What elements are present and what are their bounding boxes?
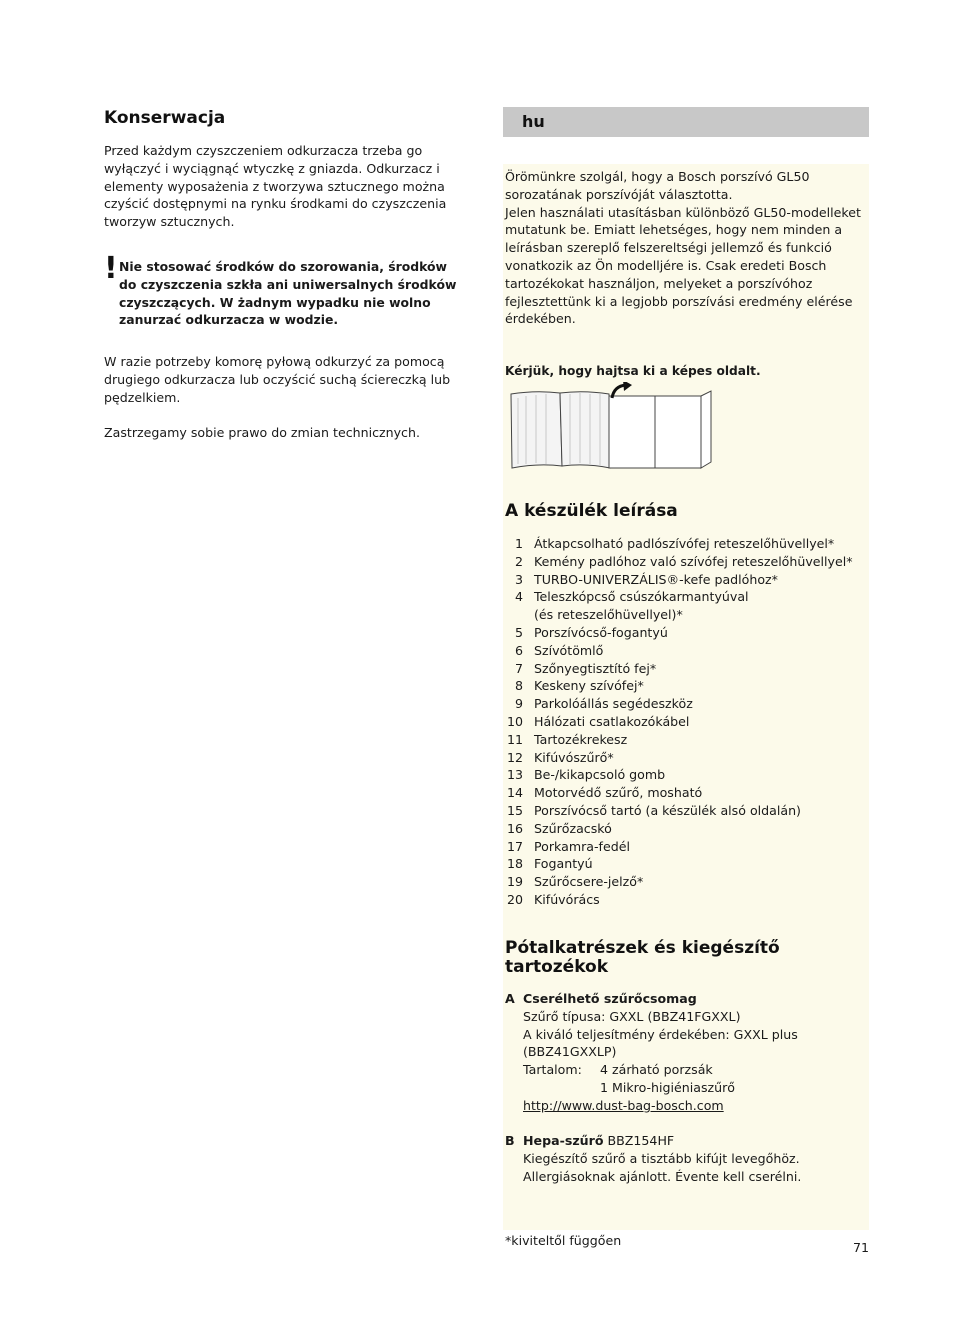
warning-block [104, 250, 464, 329]
warning-exclamation-icon: ! [104, 250, 118, 286]
fold-out-note: Kérjük, hogy hajtsa ki a képes oldalt. [505, 364, 761, 378]
parts-list-item: 18 Fogantyú [506, 856, 593, 872]
parts-list-item: 17 Porkamra-fedél [506, 838, 630, 854]
parts-list-item-continuation: (és reteszelőhüvellyel)* [534, 607, 683, 623]
intro-paragraph: Örömünkre szolgál, hogy a Bosch porszívó GL50 sorozatának porszívóját választotta. [505, 169, 810, 202]
left-column [104, 108, 464, 441]
intro-paragraph-2: Jelen használati utasításban különböző GL50-modelleket mutatunk be. Emiatt lehetséges, hogy nem minden a leírásban szereplő felszereltségi jellemző és funkció vonatkozik az Ön modelljére is. Csak eredeti Bosch tartozékokat használjon, melyeket a porszívóhoz fejlesztettünk ki a legjobb porszívási eredmény elérése érdekében. [505, 204, 861, 327]
parts-list-item: 13 Be-/kikapcsoló gomb [506, 767, 666, 783]
page-number: 71 [853, 1240, 870, 1255]
dust-bag-website-link[interactable]: http://www.dust-bag-bosch.com [523, 1097, 724, 1113]
parts-list-item: 15 Porszívócső tartó (a készülék alsó oldalán) [506, 802, 801, 818]
intro-block [505, 168, 867, 328]
parts-list-item: 9 Parkolóállás segédeszköz [514, 696, 693, 712]
parts-list [505, 535, 867, 909]
accessory-a: A Cserélhető szűrőcsomag Szűrő típusa: GXXL (BBZ41FGXXL) A kiváló teljesítmény érdekében: GXXL plus (BBZ41GXXLP) Tartalom: 4 zárható porzsák 1 Mikro-higiéniaszűrő http://www.dust-bag-bosch.com [505, 990, 867, 1115]
parts-list-item: 1 Átkapcsolható padlószívófej reteszelőhüvellyel* [514, 536, 835, 551]
maintenance-paragraph-2: W razie potrzeby komorę pyłową odkurzyć za pomocą drugiego odkurzacza lub oczyścić suchą ściereczką lub pędzelkiem. [104, 354, 451, 405]
section-title-konserwacja: Konserwacja [104, 108, 226, 128]
parts-list-item: 11 Tartozékrekesz [506, 731, 628, 747]
parts-list-item: 2 Kemény padlóhoz való szívófej reteszelőhüvellyel* [514, 553, 853, 569]
parts-list-item: 10 Hálózati csatlakozókábel [506, 713, 690, 729]
parts-list-item: 14 Motorvédő szűrő, mosható [506, 785, 703, 801]
parts-list-item: 8 Keskeny szívófej* [514, 678, 644, 694]
accessory-a-title: Cserélhető szűrőcsomag [523, 991, 697, 1006]
parts-list-item: 4 Teleszkópcső csúszókarmantyúval [514, 589, 749, 605]
device-description-title: A készülék leírása [505, 501, 678, 521]
parts-list-item: 12 Kifúvószűrő* [506, 749, 614, 765]
accessory-b-code: BBZ154HF [607, 1133, 675, 1148]
parts-list-item: 20 Kifúvórács [506, 891, 600, 907]
accessory-b: B Hepa-szűrő BBZ154HF Kiegészítő szűrő a tisztább kifújt levegőhöz. Allergiásoknak ajánlott. Évente kell cserélni. [505, 1133, 802, 1184]
accessory-letter: A [505, 991, 515, 1006]
accessory-letter: B [505, 1133, 515, 1148]
maintenance-paragraph-1: Przed każdym czyszczeniem odkurzacza trzeba go wyłączyć i wyciągnąć wtyczkę z gniazda. Odkurzacz i elementy wyposażenia z tworzywa sztucznego można czyścić dostępnymi na rynku środkami do czyszczenia tworzyw sztucznych. [104, 143, 447, 230]
parts-list-item: 7 Szőnyegtisztító fej* [514, 660, 657, 676]
parts-list-item: 3 TURBO-UNIVERZÁLIS®-kefe padlóhoz* [514, 571, 778, 587]
fold-out-page-illustration [508, 382, 716, 472]
footnote: *kiviteltől függően [505, 1233, 622, 1248]
warning-text: Nie stosować środków do szorowania, środków do czyszczenia szkła ani uniwersalnych środków czyszczących. W żadnym wypadku nie wolno zanurzać odkurzacza w wodzie. [119, 258, 457, 328]
maintenance-paragraph-3: Zastrzegamy sobie prawo do zmian technicznych. [104, 424, 420, 440]
parts-list-item: 6 Szívótömlő [514, 642, 604, 658]
accessory-b-title: Hepa-szűrő [523, 1133, 604, 1148]
parts-list-item: 5 Porszívócső-fogantyú [514, 624, 668, 640]
parts-list-item: 19 Szűrőcsere-jelző* [506, 874, 644, 890]
accessories-title: Pótalkatrészek és kiegészítő tartozékok [505, 938, 780, 977]
parts-list-item: 16 Szűrőzacskó [506, 820, 612, 836]
language-header-bar: hu [503, 107, 869, 137]
